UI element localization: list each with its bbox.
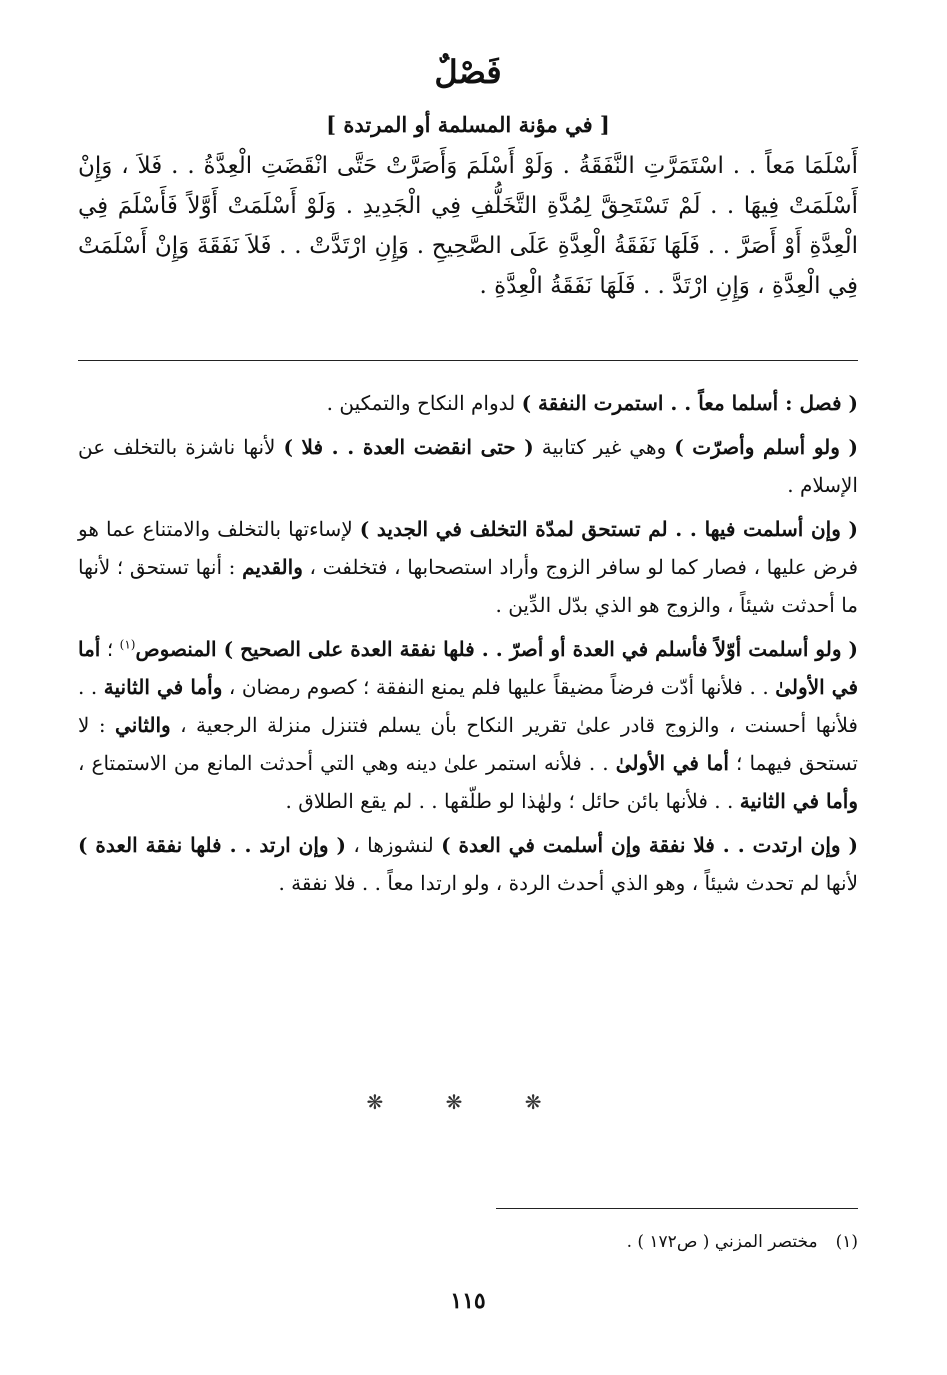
section-subheading: [ في مؤنة المسلمة أو المرتدة ] xyxy=(326,112,610,137)
section-heading: فَصْلٌ xyxy=(434,53,502,91)
quoted-matn: ( وإن ارتد . . فلها نفقة العدة ) xyxy=(78,833,346,857)
page-number: ١١٥ xyxy=(450,1288,486,1314)
commentary-text: ؛ xyxy=(100,637,120,661)
section-separator: ❋ ❋ ❋ xyxy=(366,1090,570,1114)
commentary-text: وهي غير كتابية xyxy=(533,435,675,459)
commentary-paragraph-1 xyxy=(78,384,858,422)
footnote-text: مختصر المزني ( ص١٧٢ ) . xyxy=(626,1232,818,1252)
commentary-text: لإساءتها بالتخلف والامتناع عما هو فرض عليها ، فصار كما لو سافر الزوج وأراد استصحابها ، فتخلفت ، xyxy=(78,517,858,579)
footnote-number: (١) xyxy=(835,1232,858,1252)
commentary-text: . . فلأنه استمر علىٰ دينه وهي التي أحدثت المانع من الاستمتاع ، xyxy=(78,751,616,775)
footnote-ref[interactable]: (١) xyxy=(119,637,136,652)
emphasis: والقديم xyxy=(242,555,303,579)
emphasis: وأما في الثانية xyxy=(739,789,858,813)
commentary-text: . . فلأنها أحسنت ، والزوج قادر علىٰ تقرير النكاح بأن يسلم فتنزل منزلة الرجعية ، xyxy=(78,675,858,737)
emphasis: أما في الأولىٰ xyxy=(78,637,859,699)
commentary-paragraph-4 xyxy=(78,630,858,820)
commentary-text: لأنها ناشزة بالتخلف عن الإسلام . xyxy=(78,435,858,497)
footnote xyxy=(78,1228,858,1256)
commentary-text: لنشوزها ، xyxy=(345,833,442,857)
commentary-paragraph-5 xyxy=(78,826,858,902)
page xyxy=(78,0,858,1375)
commentary-text: . . فلأنها بائن حائل ؛ ولهٰذا لو طلّقها . . لم يقع الطلاق . xyxy=(285,789,740,813)
commentary-text: لأنها لم تحدث شيئاً ، وهو الذي أحدث الردة ، ولو ارتدا معاً . . فلا نفقة . xyxy=(278,871,858,895)
commentary-text: . . فلأنها أدّت فرضاً مضيقاً عليها فلم يمنع النفقة ؛ كصوم رمضان ، xyxy=(222,675,776,699)
quoted-matn: ( ولو أسلم وأصرّت ) xyxy=(674,435,859,459)
matn-text xyxy=(78,146,858,306)
divider xyxy=(78,360,858,361)
quoted-matn: ( فصل : أسلما معاً . . استمرت النفقة ) xyxy=(521,391,858,415)
commentary-paragraph-3 xyxy=(78,510,858,624)
commentary-text: : أنها تستحق ؛ لأنها ما أحدثت شيئاً ، والزوج هو الذي بدّل الدِّين . xyxy=(78,555,858,617)
quoted-matn: ( وإن أسلمت فيها . . لم تستحق لمدّة التخلف في الجديد ) xyxy=(359,517,858,541)
matn-paragraph: أَسْلَمَا مَعاً . . اسْتَمَرَّتِ النَّفَقَةُ . وَلَوْ أَسْلَمَ وَأَصَرَّتْ حَتَّى انْقَضَتِ الْعِدَّةُ . . فَلاَ ، وَإِنْ أَسْلَمَتْ فِيهَا . . لَمْ تَسْتَحِقَّ لِمُدَّةِ التَّخَلُّفِ فِي الْجَدِيدِ . وَلَوْ أَسْلَمَتْ أَوَّلاً فَأَسْلَمَ فِي الْعِدَّةِ أَوْ أَصَرَّ . . فَلَهَا نَفَقَةُ الْعِدَّةِ عَلَى الصَّحِيحِ . وَإِنِ ارْتَدَّتْ . . فَلاَ نَفَقَةَ وَإِنْ أَسْلَمَتْ فِي الْعِدَّةِ ، وَإِنِ ارْتَدَّ . . فَلَهَا نَفَقَةُ الْعِدَّةِ . xyxy=(78,153,858,299)
commentary-paragraph-2 xyxy=(78,428,858,504)
emphasis: وأما في الثانية xyxy=(103,675,223,699)
quoted-matn: ( وإن ارتدت . . فلا نفقة وإن أسلمت في العدة ) xyxy=(441,833,858,857)
emphasis: والثاني xyxy=(115,713,171,737)
quoted-matn: ( ولو أسلمت أوّلاً فأسلم في العدة أو أصرّ . . فلها نفقة العدة على الصحيح ) المنصوص xyxy=(135,637,859,661)
footnote-divider xyxy=(496,1208,858,1209)
emphasis: أما في الأولىٰ xyxy=(615,751,729,775)
commentary-text: : لا تستحق فيهما ؛ xyxy=(78,713,858,775)
quoted-matn: ( حتى انقضت العدة . . فلا ) xyxy=(283,435,534,459)
commentary xyxy=(78,384,858,908)
commentary-text: لدوام النكاح والتمكين . xyxy=(326,391,522,415)
